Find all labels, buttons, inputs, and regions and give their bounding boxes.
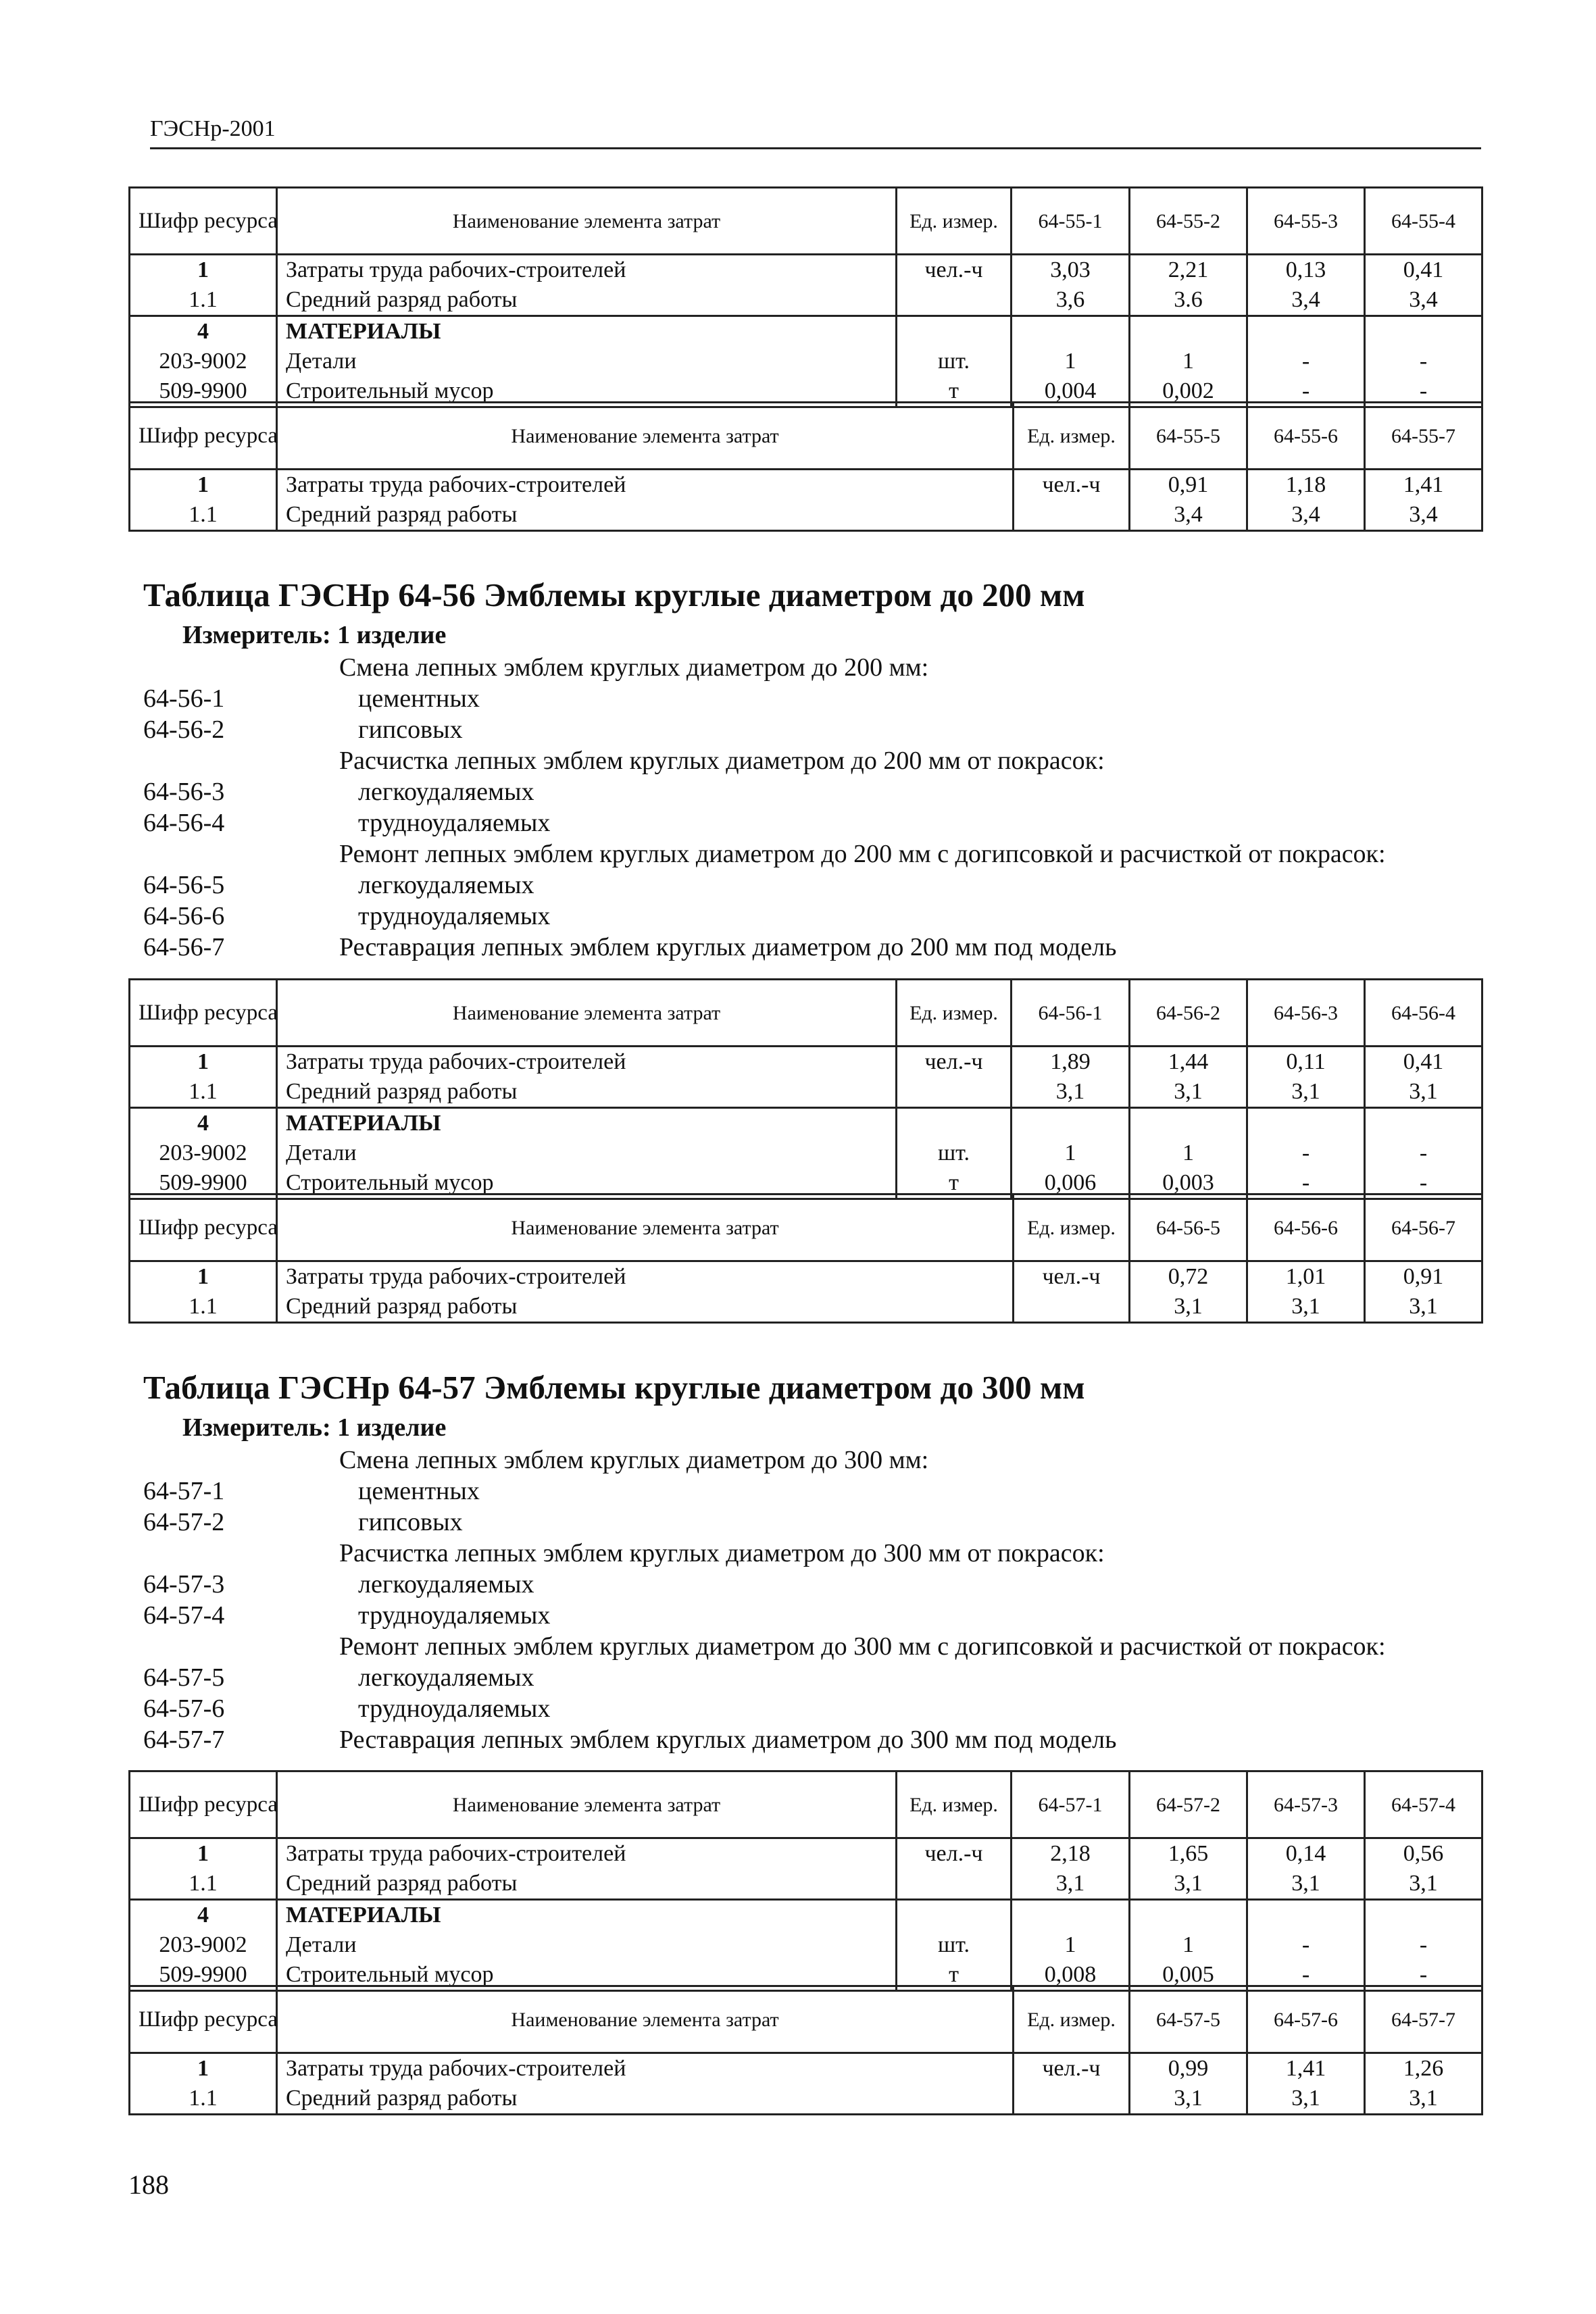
header-col: 64-55-1 (1012, 188, 1130, 255)
running-header (150, 116, 1481, 149)
header-code: Шифр ресурса (130, 1771, 277, 1838)
header-name: Наименование элемента затрат (277, 1986, 1014, 2053)
table-row: 509-9900 Строительный мусор т 0,008 0,005 - - (130, 1960, 1482, 1991)
work-description-list (143, 1444, 1481, 1755)
list-item: 64-56-2 гипсовых (143, 715, 463, 744)
header-col: 64-57-3 (1247, 1771, 1365, 1838)
header-col: 64-55-7 (1365, 403, 1482, 470)
header-col: 64-56-3 (1247, 980, 1365, 1047)
header-unit: Ед. измер. (897, 1771, 1012, 1838)
list-item: 64-56-5 легкоудаляемых (143, 871, 534, 899)
list-item: 64-57-5 легкоудаляемых (143, 1663, 534, 1692)
list-item: 64-56-1 цементных (143, 684, 480, 713)
table-row: 203-9002 Детали шт. 1 1 - - (130, 347, 1482, 376)
table-row: 509-9900 Строительный мусор т 0,006 0,003 - - (130, 1168, 1482, 1199)
header-name: Наименование элемента затрат (277, 1194, 1014, 1261)
header-code: Шифр ресурса (130, 403, 277, 470)
list-item: 64-56-7 Реставрация лепных эмблем круглых диаметром до 200 мм под модель (143, 933, 1117, 961)
table-row: 4 МАТЕРИАЛЫ (130, 1108, 1482, 1139)
header-col: 64-57-4 (1365, 1771, 1482, 1838)
header-col: 64-55-6 (1247, 403, 1365, 470)
header-unit: Ед. измер. (897, 980, 1012, 1047)
header-unit: Ед. измер. (1014, 1194, 1130, 1261)
header-name: Наименование элемента затрат (277, 403, 1014, 470)
table-row: 1.1 Средний разряд работы 3,1 3,1 3,1 (130, 2084, 1482, 2115)
list-item: 64-56-6 трудноудаляемых (143, 902, 551, 930)
list-item: Ремонт лепных эмблем круглых диаметром до 300 мм с догипсовкой и расчисткой от покрасок: (339, 1632, 1386, 1661)
header-col: 64-56-4 (1365, 980, 1482, 1047)
header-col: 64-57-2 (1130, 1771, 1247, 1838)
table-row: 1.1 Средний разряд работы 3,6 3.6 3,4 3,4 (130, 285, 1482, 316)
table-title: Таблица ГЭСНр 64-56 Эмблемы круглые диаметром до 200 мм (143, 576, 1085, 613)
page-number: 188 (128, 2169, 169, 2200)
table-64-56-part1 (128, 978, 1481, 1200)
table-row: 203-9002 Детали шт. 1 1 - - (130, 1138, 1482, 1168)
table-row: 1.1 Средний разряд работы 3,1 3,1 3,1 3,1 (130, 1869, 1482, 1900)
table-title: Таблица ГЭСНр 64-57 Эмблемы круглые диаметром до 300 мм (143, 1369, 1085, 1406)
header-col: 64-55-5 (1130, 403, 1247, 470)
measure-unit: Измеритель: 1 изделие (182, 621, 447, 649)
header-unit: Ед. измер. (897, 188, 1012, 255)
header-col: 64-57-1 (1012, 1771, 1130, 1838)
header-col: 64-56-2 (1130, 980, 1247, 1047)
header-code: Шифр ресурса (130, 980, 277, 1047)
table-64-55-part1 (128, 186, 1481, 408)
header-col: 64-55-2 (1130, 188, 1247, 255)
header-col: 64-57-7 (1365, 1986, 1482, 2053)
table-row: 1.1 Средний разряд работы 3,1 3,1 3,1 3,1 (130, 1077, 1482, 1108)
list-item: Расчистка лепных эмблем круглых диаметром до 200 мм от покрасок: (339, 747, 1105, 775)
header-unit: Ед. измер. (1014, 1986, 1130, 2053)
header-code: Шифр ресурса (130, 188, 277, 255)
table-row: 4 МАТЕРИАЛЫ (130, 1900, 1482, 1931)
header-col: 64-55-3 (1247, 188, 1365, 255)
table-64-57-part2 (128, 1985, 1481, 2115)
table-row: 1 Затраты труда рабочих-строителей чел.-ч 2,18 1,65 0,14 0,56 (130, 1838, 1482, 1869)
table-row: 1.1 Средний разряд работы 3,1 3,1 3,1 (130, 1292, 1482, 1323)
table-row: 509-9900 Строительный мусор т 0,004 0,002 - - (130, 376, 1482, 407)
header-col: 64-57-5 (1130, 1986, 1247, 2053)
header-unit: Ед. измер. (1014, 403, 1130, 470)
list-item: Смена лепных эмблем круглых диаметром до 200 мм: (339, 653, 929, 682)
table-row: 1.1 Средний разряд работы 3,4 3,4 3,4 (130, 500, 1482, 531)
header-name: Наименование элемента затрат (277, 188, 897, 255)
list-item: 64-57-7 Реставрация лепных эмблем круглых диаметром до 300 мм под модель (143, 1726, 1117, 1754)
list-item: Смена лепных эмблем круглых диаметром до 300 мм: (339, 1446, 929, 1474)
list-item: Расчистка лепных эмблем круглых диаметром до 300 мм от покрасок: (339, 1539, 1105, 1567)
header-col: 64-55-4 (1365, 188, 1482, 255)
header-col: 64-56-1 (1012, 980, 1130, 1047)
header-col: 64-57-6 (1247, 1986, 1365, 2053)
list-item: 64-57-4 трудноудаляемых (143, 1601, 551, 1630)
table-64-55-part2 (128, 401, 1481, 532)
table-row: 4 МАТЕРИАЛЫ (130, 316, 1482, 347)
header-col: 64-56-6 (1247, 1194, 1365, 1261)
list-item: 64-57-3 легкоудаляемых (143, 1570, 534, 1599)
table-64-56-part2 (128, 1193, 1481, 1324)
header-col: 64-56-5 (1130, 1194, 1247, 1261)
table-row: 1 Затраты труда рабочих-строителей чел.-ч 0,72 1,01 0,91 (130, 1261, 1482, 1292)
header-col: 64-56-7 (1365, 1194, 1482, 1261)
table-row: 1 Затраты труда рабочих-строителей чел.-ч 3,03 2,21 0,13 0,41 (130, 255, 1482, 286)
table-row: 1 Затраты труда рабочих-строителей чел.-ч 0,91 1,18 1,41 (130, 470, 1482, 501)
measure-unit: Измеритель: 1 изделие (182, 1413, 447, 1442)
table-row: 1 Затраты труда рабочих-строителей чел.-ч 1,89 1,44 0,11 0,41 (130, 1047, 1482, 1078)
header-name: Наименование элемента затрат (277, 980, 897, 1047)
list-item: 64-57-6 трудноудаляемых (143, 1694, 551, 1723)
list-item: 64-57-1 цементных (143, 1477, 480, 1505)
header-name: Наименование элемента затрат (277, 1771, 897, 1838)
work-description-list (143, 652, 1481, 963)
header-title: ГЭСНр-2001 (150, 116, 276, 141)
table-row: 203-9002 Детали шт. 1 1 - - (130, 1930, 1482, 1960)
list-item: 64-56-3 легкоудаляемых (143, 778, 534, 806)
list-item: 64-57-2 гипсовых (143, 1508, 463, 1536)
list-item: 64-56-4 трудноудаляемых (143, 809, 551, 837)
table-64-57-part1 (128, 1770, 1481, 1992)
header-code: Шифр ресурса (130, 1986, 277, 2053)
list-item: Ремонт лепных эмблем круглых диаметром до 200 мм с догипсовкой и расчисткой от покрасок: (339, 840, 1386, 868)
header-code: Шифр ресурса (130, 1194, 277, 1261)
table-row: 1 Затраты труда рабочих-строителей чел.-ч 0,99 1,41 1,26 (130, 2053, 1482, 2084)
